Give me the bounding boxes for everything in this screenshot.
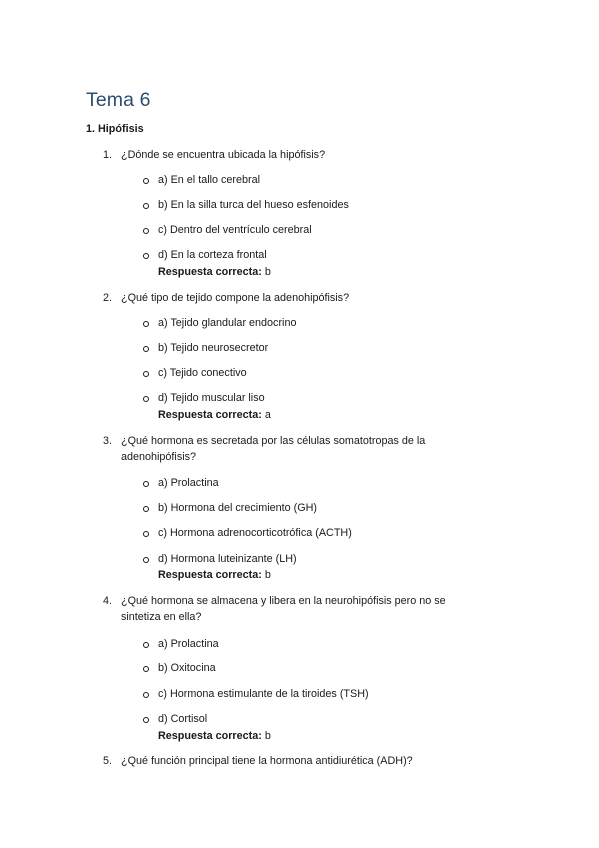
section-heading: 1. Hipófisis (86, 123, 144, 135)
option-text: c) Hormona estimulante de la tiroides (TSH) (158, 688, 369, 700)
bullet-icon (143, 253, 149, 259)
answer-value: b (264, 569, 271, 581)
bullet-icon (143, 371, 149, 377)
option-text: d) Hormona luteinizante (LH) (158, 553, 297, 565)
correct-answer (158, 264, 271, 280)
answer-label: Respuesta correcta: (158, 266, 262, 278)
option-text: a) En el tallo cerebral (158, 174, 261, 186)
bullet-icon (143, 203, 149, 209)
question-number: 2. (103, 292, 113, 304)
option-text: b) Hormona del crecimiento (GH) (158, 502, 318, 514)
answer-value: b (264, 266, 271, 278)
option-text: b) Oxitocina (158, 662, 216, 674)
bullet-icon (143, 506, 149, 512)
bullet-icon (143, 481, 149, 487)
question-text: ¿Dónde se encuentra ubicada la hipófisis? (121, 149, 326, 161)
bullet-icon (143, 346, 149, 352)
option-text: d) Cortisol (158, 713, 208, 725)
bullet-icon (143, 228, 149, 234)
question-number: 5. (103, 755, 113, 767)
option-text: b) En la silla turca del hueso esfenoides (158, 199, 349, 211)
bullet-icon (143, 396, 149, 402)
bullet-icon (143, 666, 149, 672)
bullet-icon (143, 717, 149, 723)
bullet-icon (143, 531, 149, 537)
option-text: d) En la corteza frontal (158, 249, 267, 261)
question-number: 3. (103, 435, 113, 447)
correct-answer (158, 728, 271, 744)
bullet-icon (143, 557, 149, 563)
answer-label: Respuesta correcta: (158, 409, 262, 421)
question-text: ¿Qué tipo de tejido compone la adenohipófisis? (121, 292, 350, 304)
question-text: ¿Qué función principal tiene la hormona antidiurética (ADH)? (121, 755, 413, 767)
option-text: c) Dentro del ventrículo cerebral (158, 224, 312, 236)
answer-value: a (264, 409, 271, 421)
answer-label: Respuesta correcta: (158, 730, 262, 742)
option-text: d) Tejido muscular liso (158, 392, 265, 404)
option-text: a) Prolactina (158, 638, 219, 650)
bullet-icon (143, 321, 149, 327)
bullet-icon (143, 178, 149, 184)
answer-label: Respuesta correcta: (158, 569, 262, 581)
option-text: a) Prolactina (158, 477, 219, 489)
option-text: c) Hormona adrenocorticotrófica (ACTH) (158, 527, 352, 539)
question-number: 1. (103, 149, 113, 161)
answer-value: b (264, 730, 271, 742)
question-text: ¿Qué hormona se almacena y libera en la neurohipófisis pero no se sintetiza en ella? (121, 595, 446, 623)
correct-answer (158, 567, 271, 583)
option-text: b) Tejido neurosecretor (158, 342, 269, 354)
option-text: c) Tejido conectivo (158, 367, 247, 379)
bullet-icon (143, 642, 149, 648)
question-text: ¿Qué hormona es secretada por las células somatotropas de la adenohipófisis? (121, 435, 426, 463)
bullet-icon (143, 692, 149, 698)
page-title: Tema 6 (86, 89, 151, 111)
question-number: 4. (103, 595, 113, 607)
correct-answer (158, 407, 271, 423)
option-text: a) Tejido glandular endocrino (158, 317, 297, 329)
